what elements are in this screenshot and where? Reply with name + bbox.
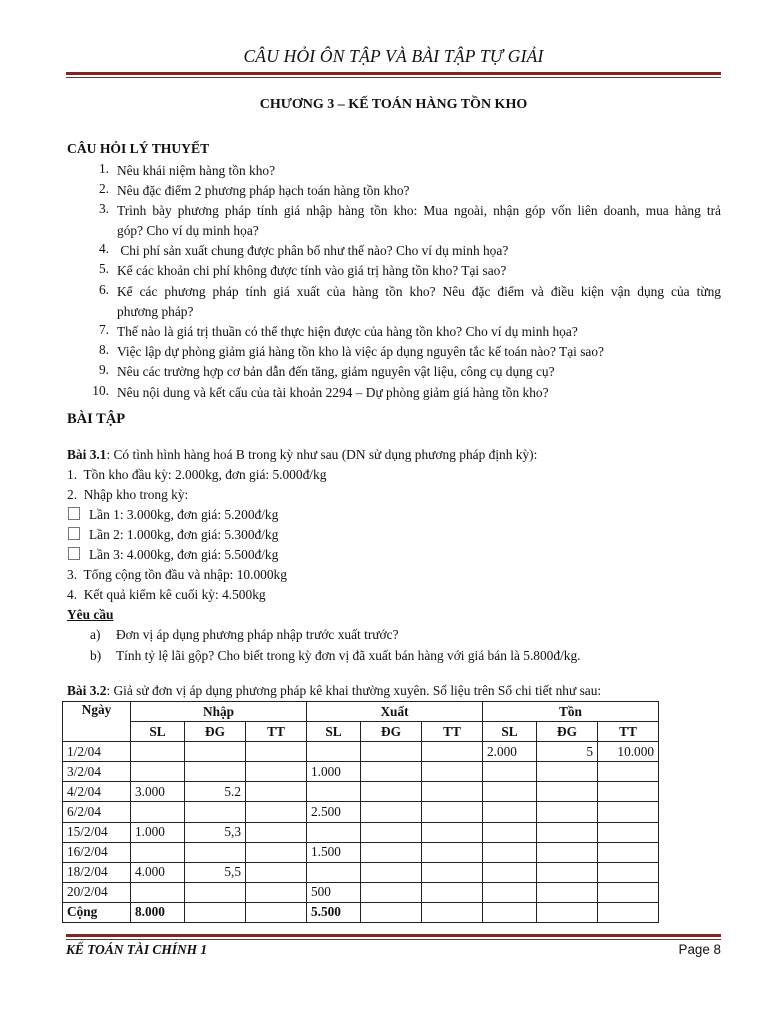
question-text: Nêu nội dung và kết cấu của tài khoản 2294 – Dự phòng giảm giá hàng tồn kho? — [117, 385, 549, 400]
table-row — [63, 842, 659, 862]
table-cell: 2.000 — [483, 742, 537, 762]
table-cell — [361, 822, 422, 842]
table-cell: 2.500 — [307, 802, 361, 822]
table-cell — [483, 802, 537, 822]
table-cell — [483, 882, 537, 902]
table-cell — [307, 862, 361, 882]
table-cell — [598, 842, 659, 862]
inventory-ledger-table — [62, 701, 659, 923]
question-number: 2. — [98, 181, 109, 196]
table-cell: 5 — [537, 742, 598, 762]
page-number: Page 8 — [678, 942, 721, 957]
table-cell-date: 20/2/04 — [63, 882, 131, 902]
table-cell — [598, 862, 659, 882]
table-cell — [361, 742, 422, 762]
table-cell — [422, 762, 483, 782]
table-cell — [361, 902, 422, 922]
table-row — [63, 882, 659, 902]
subitem-text: Lần 3: 4.000kg, đơn giá: 5.500đ/kg — [89, 547, 279, 562]
table-cell — [185, 882, 246, 902]
table-cell — [185, 762, 246, 782]
table-cell-date: 1/2/04 — [63, 742, 131, 762]
question-text: Việc lập dự phòng giảm giá hàng tồn kho là việc áp dụng nguyên tắc kế toán nào? Tại sao? — [117, 344, 605, 359]
bullet-box-icon — [68, 527, 80, 540]
table-cell — [131, 882, 185, 902]
table-cell — [483, 842, 537, 862]
subitem-text: Lần 1: 3.000kg, đơn giá: 5.200đ/kg — [89, 507, 279, 522]
table-cell — [537, 782, 598, 802]
subitem-text: Lần 2: 1.000kg, đơn giá: 5.300đ/kg — [89, 527, 279, 542]
table-cell — [422, 862, 483, 882]
table-cell — [598, 782, 659, 802]
table-cell — [598, 882, 659, 902]
question-text: Kể các khoản chi phí không được tính vào giá trị hàng tồn kho? Tại sao? — [117, 263, 507, 278]
table-cell — [483, 782, 537, 802]
table-row — [63, 862, 659, 882]
table-cell: 1.000 — [131, 822, 185, 842]
table-cell-date: 6/2/04 — [63, 802, 131, 822]
table-cell — [246, 842, 307, 862]
exercise-intro-text: : Có tình hình hàng hoá B trong kỳ như sau (DN sử dụng phương pháp định kỳ): — [106, 447, 538, 462]
question-number: 8. — [98, 342, 109, 357]
table-cell — [246, 882, 307, 902]
question-text: Trình bày phương pháp tính giá nhập hàng tồn kho: Mua ngoài, nhận góp vốn liên doanh, mua hàng trả — [117, 203, 721, 218]
table-cell — [361, 862, 422, 882]
theory-heading: CÂU HỎI LÝ THUYẾT — [67, 141, 210, 156]
exercise-label: Bài 3.1 — [67, 447, 107, 462]
header-title: CÂU HỎI ÔN TẬP VÀ BÀI TẬP TỰ GIẢI — [243, 46, 544, 66]
question-text-continued: phương pháp? — [117, 304, 194, 319]
table-row — [63, 822, 659, 842]
table-cell — [185, 902, 246, 922]
table-cell-date: 16/2/04 — [63, 842, 131, 862]
chapter-title: CHƯƠNG 3 – KẾ TOÁN HÀNG TỒN KHO — [259, 97, 528, 112]
table-cell — [422, 842, 483, 862]
table-cell — [131, 762, 185, 782]
table-cell: 5.2 — [185, 782, 246, 802]
exercise-item: 4. Kết quả kiểm kê cuối kỳ: 4.500kg — [67, 587, 266, 602]
column-subheader: SL — [131, 722, 185, 742]
table-cell: 3.000 — [131, 782, 185, 802]
question-number: 10. — [92, 383, 109, 398]
table-cell — [307, 742, 361, 762]
question-text: Nêu đặc điểm 2 phương pháp hạch toán hàng tồn kho? — [117, 183, 410, 198]
table-sub-header-row — [63, 722, 659, 742]
table-cell — [361, 842, 422, 862]
question-text: Thế nào là giá trị thuần có thể thực hiện được của hàng tồn kho? Cho ví dụ minh họa? — [117, 324, 578, 339]
column-subheader: SL — [307, 722, 361, 742]
table-row — [63, 782, 659, 802]
table-cell — [422, 902, 483, 922]
exercise-item: 2. Nhập kho trong kỳ: — [67, 487, 189, 502]
footer-rule-thin — [66, 939, 721, 940]
exercise-subitem — [67, 526, 278, 544]
column-header: Nhập — [131, 702, 307, 722]
requirement-label: a) — [90, 627, 101, 642]
header-rule-thick — [66, 72, 721, 75]
table-cell — [246, 762, 307, 782]
question-text: Nêu khái niệm hàng tồn kho? — [117, 163, 276, 178]
exercise-subitem — [67, 506, 278, 524]
table-cell-date: 18/2/04 — [63, 862, 131, 882]
table-cell: 5,3 — [185, 822, 246, 842]
footer-course-title: KẾ TOÁN TÀI CHÍNH 1 — [66, 942, 208, 957]
table-cell — [537, 762, 598, 782]
table-cell — [537, 842, 598, 862]
exercise-intro-text: : Giả sử đơn vị áp dụng phương pháp kê khai thường xuyên. Số liệu trên Sổ chi tiết như sau: — [106, 683, 602, 698]
table-cell — [246, 782, 307, 802]
table-cell: 5.500 — [307, 902, 361, 922]
question-number: 7. — [98, 322, 109, 337]
column-subheader: TT — [422, 722, 483, 742]
table-total-row — [63, 902, 659, 922]
table-cell — [483, 902, 537, 922]
table-cell — [185, 742, 246, 762]
question-text: Kể các phương pháp tính giá xuất của hàng tồn kho? Nêu đặc điểm và điều kiện vận dụng của từng — [117, 284, 721, 299]
table-cell: 5,5 — [185, 862, 246, 882]
table-cell: 4.000 — [131, 862, 185, 882]
table-cell: 8.000 — [131, 902, 185, 922]
table-cell — [185, 802, 246, 822]
exercise-item: 1. Tồn kho đầu kỳ: 2.000kg, đơn giá: 5.000đ/kg — [67, 467, 327, 482]
column-subheader: ĐG — [537, 722, 598, 742]
table-cell-date: 3/2/04 — [63, 762, 131, 782]
column-subheader: TT — [246, 722, 307, 742]
exercises-heading: BÀI TẬP — [67, 411, 126, 427]
table-cell: 500 — [307, 882, 361, 902]
table-cell — [422, 802, 483, 822]
exercise-item: 3. Tổng cộng tồn đầu và nhập: 10.000kg — [67, 567, 287, 582]
table-cell — [131, 842, 185, 862]
header-rule-thin — [66, 77, 721, 78]
question-number: 9. — [98, 362, 109, 377]
table-cell — [307, 782, 361, 802]
table-cell — [483, 822, 537, 842]
table-row — [63, 762, 659, 782]
table-cell — [361, 762, 422, 782]
table-cell — [537, 882, 598, 902]
column-header: Tồn — [483, 702, 659, 722]
requirements-heading: Yêu cầu — [67, 607, 114, 622]
column-subheader: ĐG — [185, 722, 246, 742]
question-number: 3. — [98, 201, 109, 216]
table-cell — [598, 762, 659, 782]
table-cell — [246, 822, 307, 842]
requirement-label: b) — [90, 648, 102, 663]
table-cell — [598, 902, 659, 922]
table-cell-date: 15/2/04 — [63, 822, 131, 842]
exercise-label: Bài 3.2 — [67, 683, 107, 698]
table-cell-date: Cộng — [63, 902, 131, 922]
table-cell — [598, 822, 659, 842]
question-text-continued: góp? Cho ví dụ minh họa? — [117, 223, 259, 238]
column-subheader: TT — [598, 722, 659, 742]
table-cell — [422, 882, 483, 902]
column-subheader: SL — [483, 722, 537, 742]
footer-rule-thick — [66, 934, 721, 937]
table-row — [63, 802, 659, 822]
table-cell — [185, 842, 246, 862]
table-cell: 10.000 — [598, 742, 659, 762]
question-number: 5. — [98, 261, 109, 276]
table-cell — [537, 862, 598, 882]
table-cell-date: 4/2/04 — [63, 782, 131, 802]
exercise-3-2-intro — [67, 682, 601, 700]
table-cell — [131, 742, 185, 762]
table-cell — [422, 742, 483, 762]
table-cell — [483, 762, 537, 782]
table-cell — [537, 902, 598, 922]
table-cell — [307, 822, 361, 842]
table-cell — [361, 782, 422, 802]
table-cell: 1.500 — [307, 842, 361, 862]
table-cell — [246, 742, 307, 762]
column-header: Xuất — [307, 702, 483, 722]
question-number: 6. — [98, 282, 109, 297]
table-cell — [131, 802, 185, 822]
table-row — [63, 742, 659, 762]
question-number: 1. — [98, 161, 109, 176]
table-cell — [422, 822, 483, 842]
column-header: Ngày — [63, 702, 131, 742]
requirement-text: Tính tỷ lệ lãi gộp? Cho biết trong kỳ đơn vị đã xuất bán hàng với giá bán là 5.800đ/kg. — [116, 648, 581, 663]
table-cell — [598, 802, 659, 822]
question-number: 4. — [98, 241, 109, 256]
table-cell — [246, 902, 307, 922]
question-text: Chi phí sản xuất chung được phân bổ như thế nào? Cho ví dụ minh họa? — [117, 243, 509, 258]
table-cell — [422, 782, 483, 802]
table-cell — [246, 862, 307, 882]
table-cell — [246, 802, 307, 822]
bullet-box-icon — [68, 507, 80, 520]
table-cell — [537, 802, 598, 822]
table-group-header-row — [63, 702, 659, 722]
table-cell — [361, 882, 422, 902]
table-cell — [361, 802, 422, 822]
table-cell: 1.000 — [307, 762, 361, 782]
table-cell — [537, 822, 598, 842]
requirement-text: Đơn vị áp dụng phương pháp nhập trước xuất trước? — [116, 627, 399, 642]
column-subheader: ĐG — [361, 722, 422, 742]
exercise-3-1-intro — [67, 446, 537, 464]
exercise-subitem — [67, 546, 278, 564]
bullet-box-icon — [68, 547, 80, 560]
table-body — [63, 742, 659, 923]
table-cell — [483, 862, 537, 882]
question-text: Nêu các trường hợp cơ bản dẫn đến tăng, giảm nguyên vật liệu, công cụ dụng cụ? — [117, 364, 555, 379]
